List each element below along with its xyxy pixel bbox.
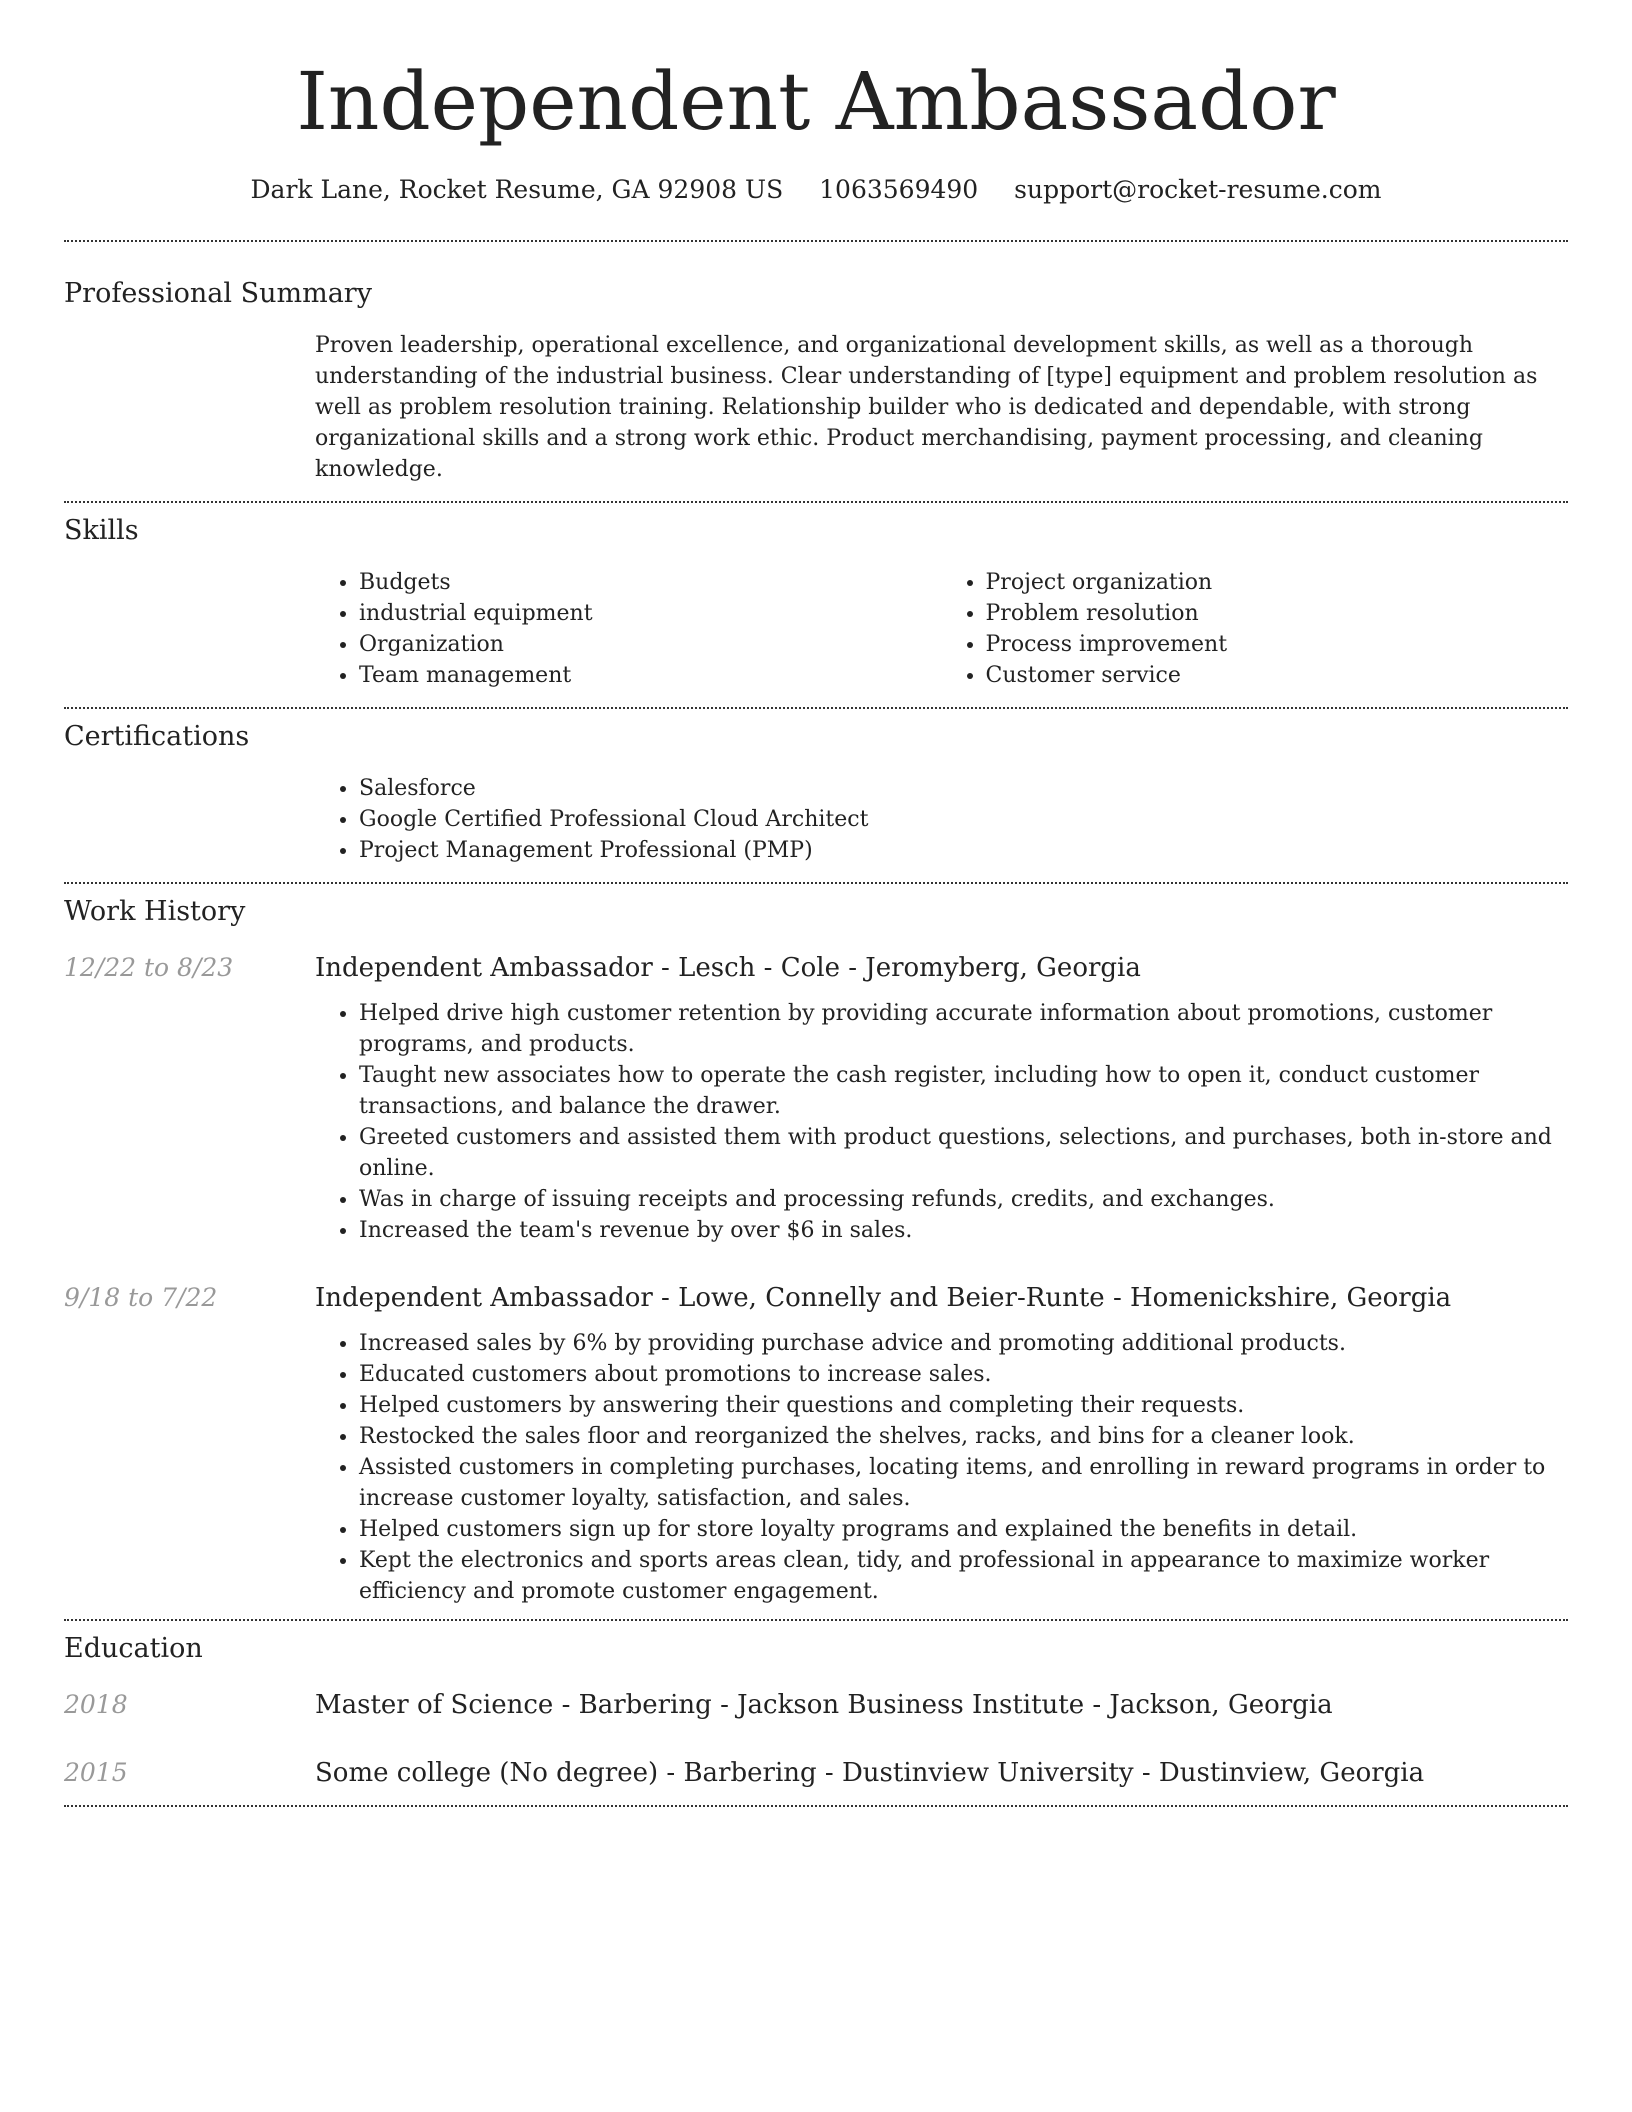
job-date: 9/18 to 7/22	[64, 1283, 218, 1312]
skills-section	[64, 503, 1568, 707]
summary-heading: Professional Summary	[64, 278, 372, 309]
job-bullet: • Assisted customers in completing purchases, locating items, and enrolling in reward programs in order to increase customer loyalty, satisfaction, and sales.	[359, 1452, 1568, 1514]
contact-address: Dark Lane, Rocket Resume, GA 92908 US	[250, 175, 784, 204]
skill-item: • Project organization	[986, 567, 1569, 598]
certification-item: • Google Certified Professional Cloud Architect	[359, 804, 1568, 835]
job-title: Independent Ambassador - Lesch - Cole - Jeromyberg, Georgia	[315, 953, 1141, 983]
education-date: 2018	[64, 1690, 128, 1719]
job-bullet: • Greeted customers and assisted them with product questions, selections, and purchases, both in-store and online.	[359, 1122, 1568, 1184]
work-history-heading: Work History	[64, 896, 246, 927]
job-bullet: • Was in charge of issuing receipts and processing refunds, credits, and exchanges.	[359, 1184, 1568, 1215]
job-date: 12/22 to 8/23	[64, 953, 234, 982]
skill-item: • Team management	[359, 660, 942, 691]
skill-item: • Problem resolution	[986, 598, 1569, 629]
skills-list-right	[942, 567, 1569, 691]
skill-item: • Process improvement	[986, 629, 1569, 660]
job-entry	[64, 950, 1568, 1246]
education-section	[64, 1621, 1568, 1805]
skills-heading: Skills	[64, 515, 139, 546]
contact-phone: 1063569490	[819, 175, 979, 204]
certifications-heading: Certifications	[64, 721, 250, 752]
job-bullet: • Educated customers about promotions to increase sales.	[359, 1359, 1568, 1390]
job-bullets	[315, 1328, 1568, 1607]
certifications-section	[64, 709, 1568, 882]
job-bullet: • Taught new associates how to operate the cash register, including how to open it, conduct customer transactions, and balance the drawer.	[359, 1060, 1568, 1122]
job-bullet: • Increased sales by 6% by providing purchase advice and promoting additional products.	[359, 1328, 1568, 1359]
education-title: Master of Science - Barbering - Jackson Business Institute - Jackson, Georgia	[315, 1690, 1333, 1720]
skills-list-left	[315, 567, 942, 691]
job-entry	[64, 1280, 1568, 1607]
summary-text: Proven leadership, operational excellence, and organizational development skills, as well as a thorough understanding of the industrial business. Clear understanding of [type] equipment and problem resolution as well as problem resolution training. Relationship builder who is dedicated and dependable, with strong organizational skills and a strong work ethic. Product merchandising, payment processing, and cleaning knowledge.	[315, 333, 1538, 482]
job-bullet: • Restocked the sales floor and reorganized the shelves, racks, and bins for a cleaner look.	[359, 1421, 1568, 1452]
job-bullet: • Increased the team's revenue by over $6 in sales.	[359, 1215, 1568, 1246]
skill-item: • Budgets	[359, 567, 942, 598]
summary-section	[64, 242, 1568, 501]
candidate-name: Independent Ambassador	[296, 55, 1336, 148]
certification-item: • Project Management Professional (PMP)	[359, 835, 1568, 866]
skill-item: • Organization	[359, 629, 942, 660]
work-history-section	[64, 884, 1568, 1619]
education-date: 2015	[64, 1758, 128, 1787]
divider	[64, 1805, 1568, 1807]
contact-email: support@rocket-resume.com	[1014, 175, 1382, 204]
certification-item: • Salesforce	[359, 773, 1568, 804]
skill-item: • industrial equipment	[359, 598, 942, 629]
education-title: Some college (No degree) - Barbering - Dustinview University - Dustinview, Georgia	[315, 1758, 1425, 1788]
education-entry	[64, 1755, 1568, 1791]
job-bullet: • Kept the electronics and sports areas clean, tidy, and professional in appearance to maximize worker efficiency and promote customer engagement.	[359, 1545, 1568, 1607]
job-bullet: • Helped drive high customer retention by providing accurate information about promotions, customer programs, and products.	[359, 998, 1568, 1060]
job-bullet: • Helped customers sign up for store loyalty programs and explained the benefits in detail.	[359, 1514, 1568, 1545]
job-bullets	[315, 998, 1568, 1246]
contact-line	[64, 172, 1568, 208]
education-entry	[64, 1687, 1568, 1723]
education-heading: Education	[64, 1633, 203, 1664]
certifications-list	[315, 773, 1568, 866]
job-title: Independent Ambassador - Lowe, Connelly and Beier-Runte - Homenickshire, Georgia	[315, 1283, 1452, 1313]
skill-item: • Customer service	[986, 660, 1569, 691]
job-bullet: • Helped customers by answering their questions and completing their requests.	[359, 1390, 1568, 1421]
